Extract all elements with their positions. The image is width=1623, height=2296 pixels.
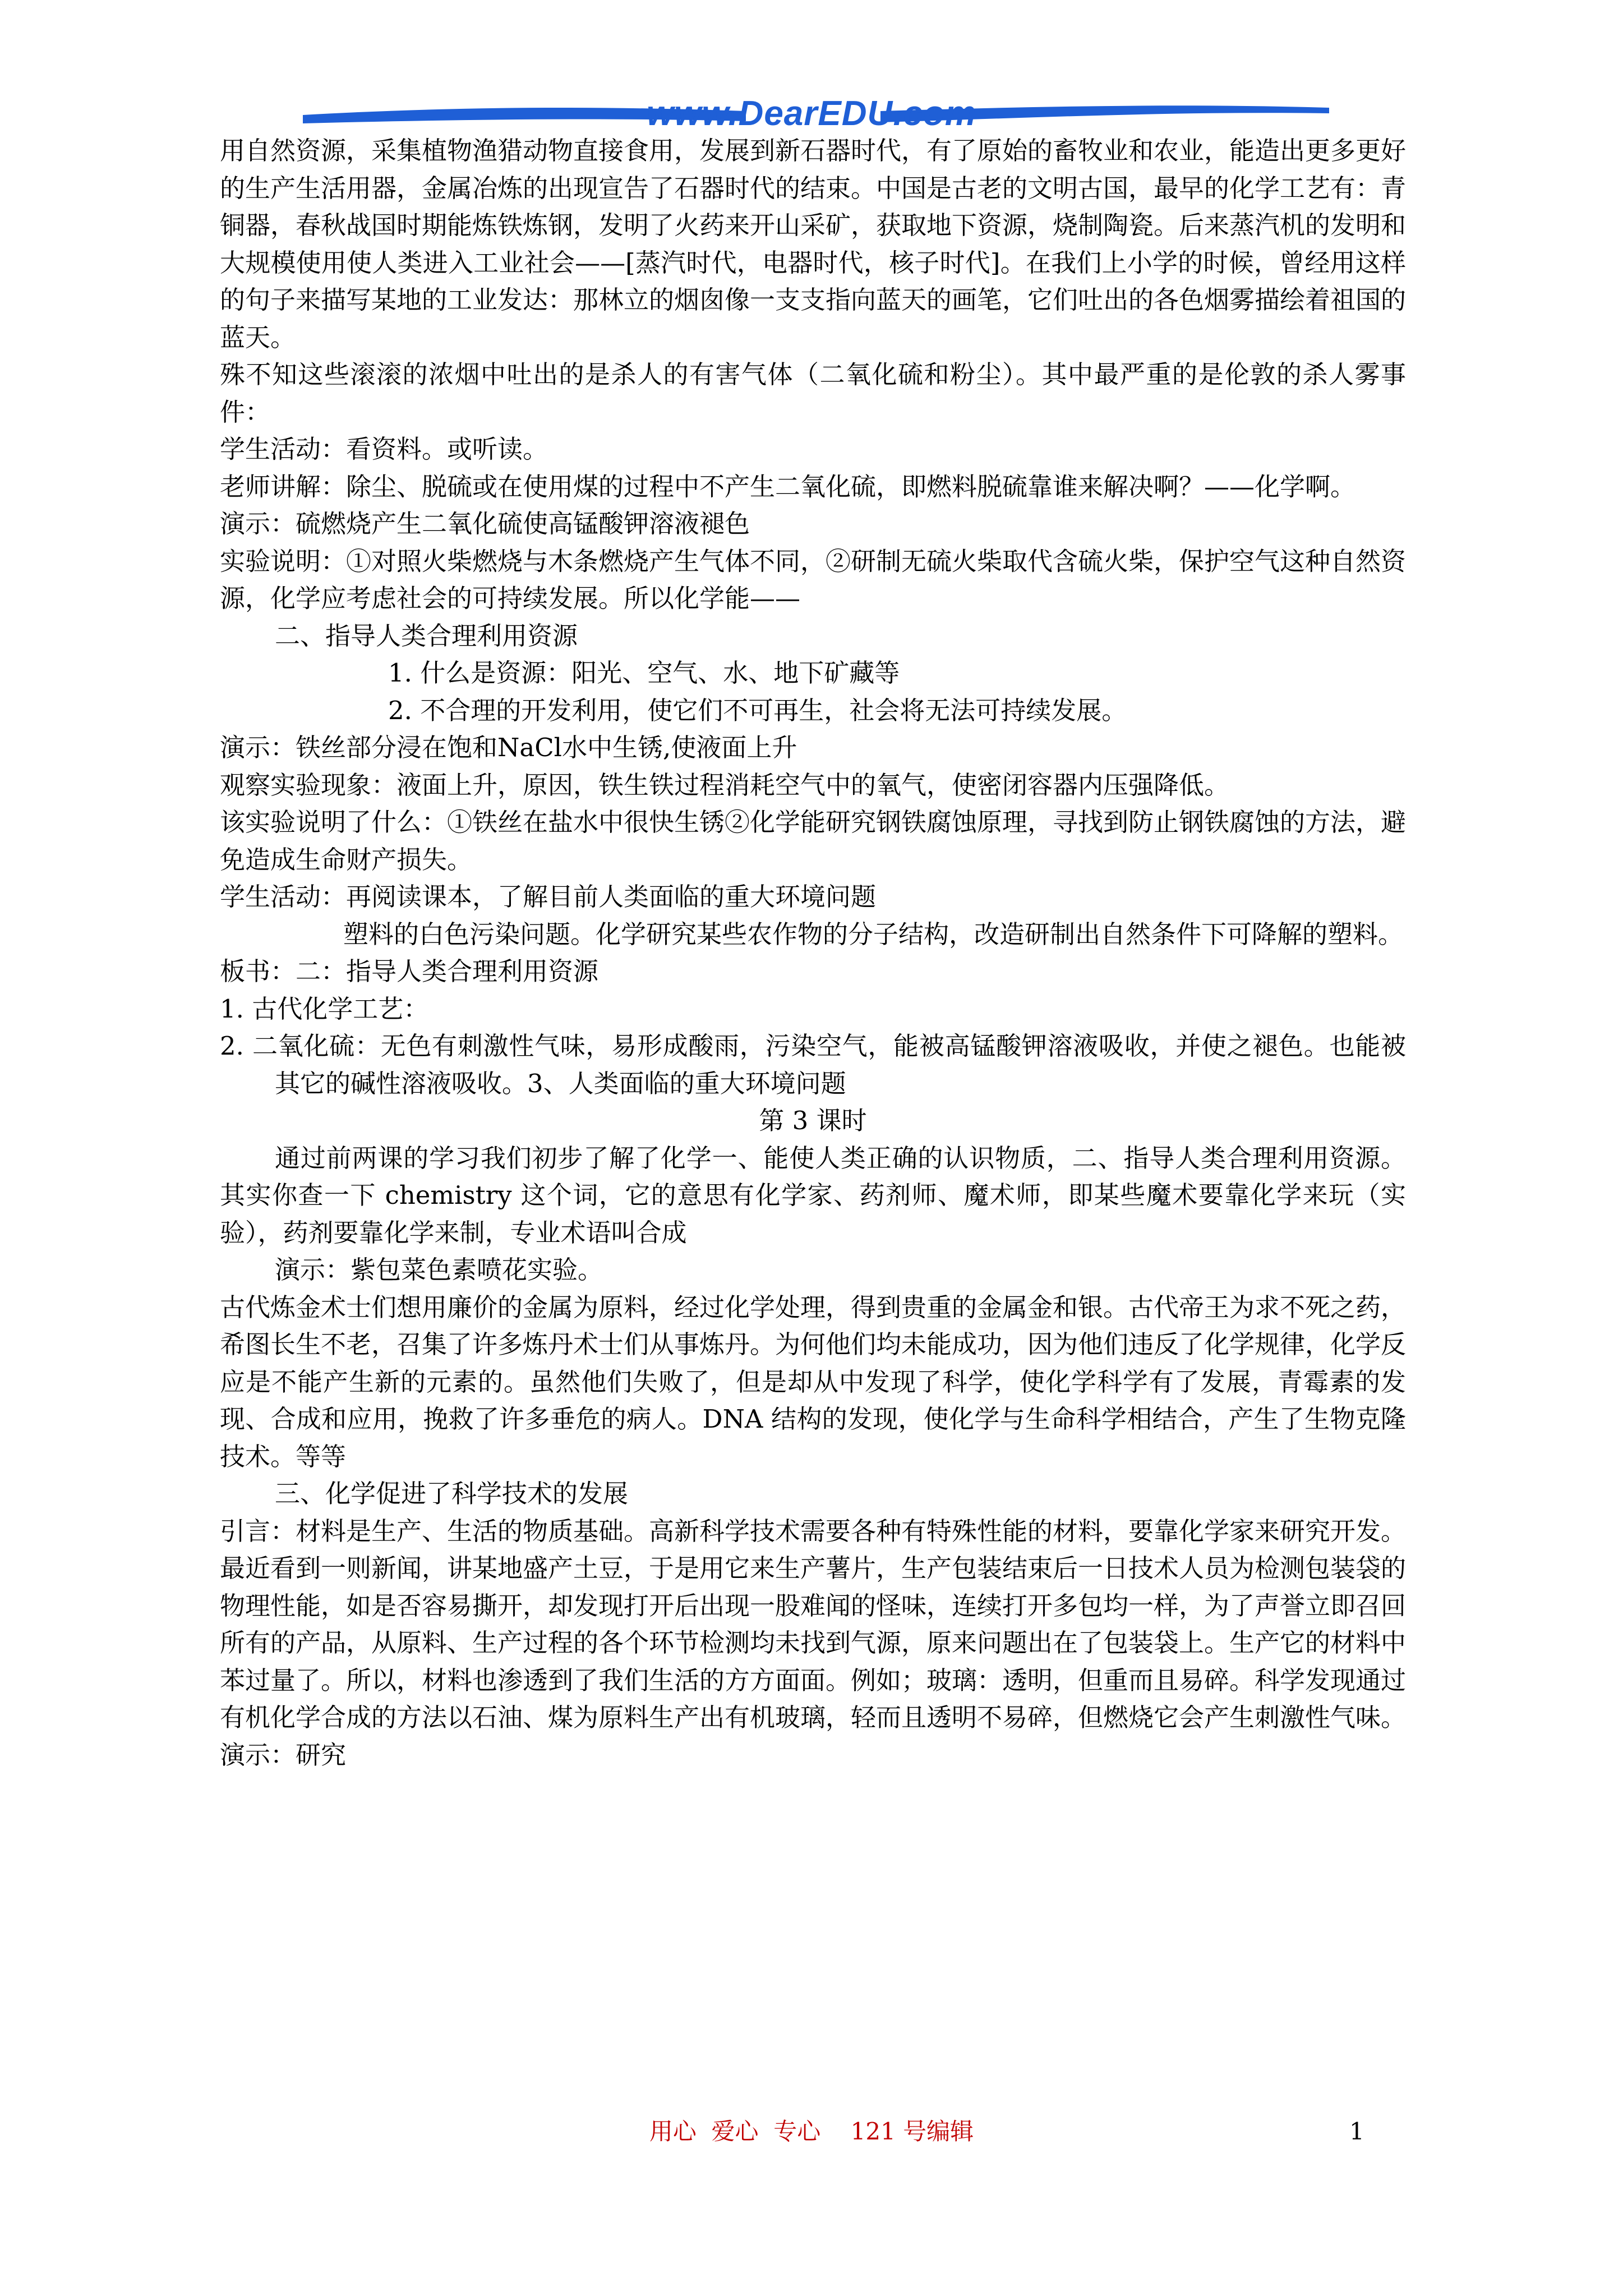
paragraph: 演示：硫燃烧产生二氧化硫使高锰酸钾溶液褪色: [220, 509, 750, 539]
paragraph: 演示：紫包菜色素喷花实验。: [275, 1255, 603, 1285]
page-number: 1: [1349, 2118, 1364, 2145]
list-item: 1. 什么是资源：阳光、空气、水、地下矿藏等: [388, 658, 900, 688]
paragraph: 塑料的白色污染问题。化学研究某些农作物的分子结构，改造研制出自然条件下可降解的塑料。: [343, 919, 1404, 949]
paragraph: 学生活动：再阅读课本，了解目前人类面临的重大环境问题: [220, 882, 877, 912]
section-heading: 三、化学促进了科学技术的发展: [275, 1479, 629, 1508]
paragraph: 实验说明：①对照火柴燃烧与木条燃烧产生气体不同，②研制无硫火柴取代含硫火柴，保护空气这种自然资源，化学应考虑社会的可持续发展。所以化学能——: [220, 546, 1407, 613]
document-body: [220, 132, 1406, 1774]
list-item: 2. 不合理的开发利用，使它们不可再生，社会将无法可持续发展。: [388, 695, 1127, 725]
list-item: 2. 二氧化硫：无色有刺激性气味，易形成酸雨，污染空气，能被高锰酸钾溶液吸收，并使之褪色。也能被其它的碱性溶液吸收。3、人类面临的重大环境问题: [220, 1031, 1406, 1098]
paragraph: 该实验说明了什么：①铁丝在盐水中很快生锈②化学能研究钢铁腐蚀原理，寻找到防止钢铁腐蚀的方法，避免造成生命财产损失。: [220, 807, 1407, 875]
header-site-url: www.DearEDU.com: [646, 94, 977, 133]
list-item: 1. 古代化学工艺：: [220, 993, 429, 1024]
paragraph: 板书：二：指导人类合理利用资源: [220, 956, 599, 986]
paragraph: 通过前两课的学习我们初步了解了化学一、能使人类正确的认识物质，二、指导人类合理利用资源。其实你查一下 chemistry 这个词，它的意思有化学家、药剂师、魔术师，即某些魔术要靠化学来玩（实验），药剂要靠化学来制，专业术语叫合成: [220, 1143, 1406, 1248]
paragraph: 演示：铁丝部分浸在饱和NaCl水中生锈,使液面上升: [220, 733, 797, 762]
paragraph: 用自然资源，采集植物渔猎动物直接食用，发展到新石器时代，有了原始的畜牧业和农业，能造出更多更好的生产生活用器，金属冶炼的出现宣告了石器时代的结束。中国是古老的文明古国，最早的化学工艺有：青铜器，春秋战国时期能炼铁炼钢，发明了火药来开山采矿，获取地下资源，烧制陶瓷。后来蒸汽机的发明和大规模使用使人类进入工业社会——[蒸汽时代，电器时代，核子时代]。在我们上小学的时候，曾经用这样的句子来描写某地的工业发达：那林立的烟囱像一支支指向蓝天的画笔，它们吐出的各色烟雾描绘着祖国的蓝天。: [220, 136, 1407, 352]
paragraph: 殊不知这些滚滚的浓烟中吐出的是杀人的有害气体（二氧化硫和粉尘）。其中最严重的是伦敦的杀人雾事件：: [220, 360, 1406, 427]
paragraph: 学生活动：看资料。或听读。: [220, 434, 548, 464]
paragraph: 老师讲解：除尘、脱硫或在使用煤的过程中不产生二氧化硫，即燃料脱硫靠谁来解决啊？——化学啊。: [220, 471, 1356, 501]
paragraph: 古代炼金术士们想用廉价的金属为原料，经过化学处理，得到贵重的金属金和银。古代帝王为求不死之药，希图长生不老，召集了许多炼丹术士们从事炼丹。为何他们均未能成功，因为他们违反了化学规律，化学反应是不能产生新的元素的。虽然他们失败了，但是却从中发现了科学，使化学科学有了发展，青霉素的发现、合成和应用，挽救了许多垂危的病人。DNA 结构的发现，使化学与生命科学相结合，产生了生物克隆技术。等等: [220, 1292, 1407, 1471]
lesson-heading: 第 3 课时: [759, 1106, 867, 1135]
section-heading: 二、指导人类合理利用资源: [275, 620, 578, 651]
paragraph: 引言：材料是生产、生活的物质基础。高新科学技术需要各种有特殊性能的材料，要靠化学家来研究开发。最近看到一则新闻，讲某地盛产土豆，于是用它来生产薯片，生产包装结束后一日技术人员为检测包装袋的物理性能，如是否容易撕开，却发现打开后出现一股难闻的怪味，连续打开多包均一样，为了声誉立即召回所有的产品，从原料、生产过程的各个环节检测均未找到气源，原来问题出在了包装袋上。生产它的材料中苯过量了。所以，材料也渗透到了我们生活的方方面面。例如；玻璃：透明，但重而且易碎。科学发现通过有机化学合成的方法以石油、煤为原料生产出有机玻璃，轻而且透明不易碎，但燃烧它会产生刺激性气味。演示：研究: [220, 1516, 1407, 1770]
footer-text: 用心 爱心 专心 121 号编辑: [649, 2118, 974, 2145]
paragraph: 观察实验现象：液面上升，原因，铁生铁过程消耗空气中的氧气，使密闭容器内压强降低。: [220, 770, 1230, 800]
